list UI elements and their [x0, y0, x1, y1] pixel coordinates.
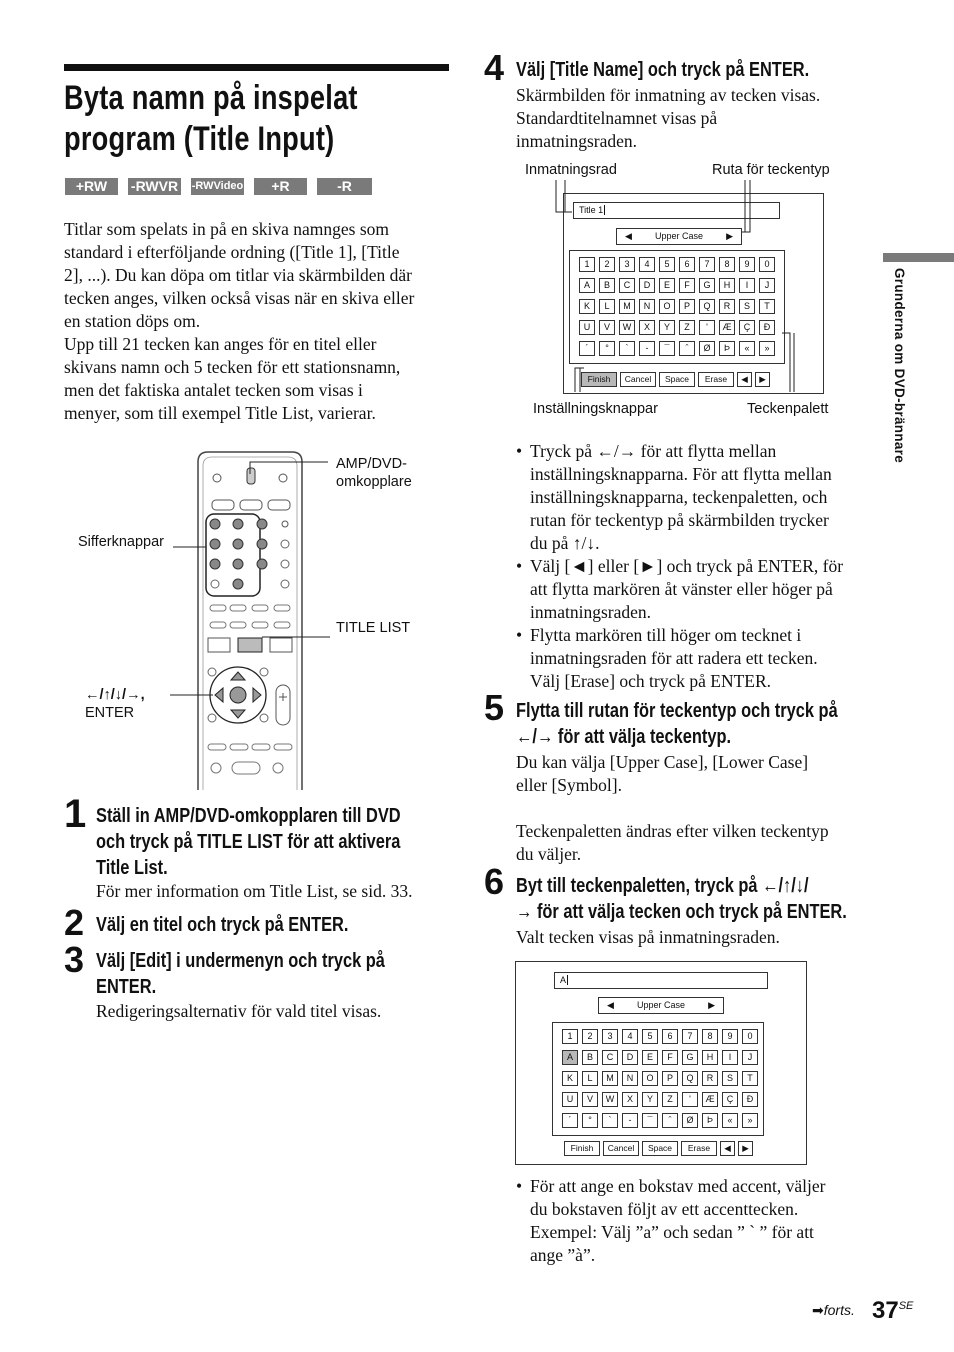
palette-key[interactable]: `	[602, 1113, 618, 1128]
setting-buttons-label: Inställningsknappar	[533, 401, 658, 417]
palette-key[interactable]: L	[582, 1071, 598, 1086]
palette-key[interactable]: S	[722, 1071, 738, 1086]
step-5-heading-line: Flytta till rutan för teckentyp och tryck på	[516, 700, 838, 722]
continued-note: ➡forts.	[812, 1302, 855, 1318]
step-5-heading-line: ←/→ för att välja teckentyp.	[516, 726, 732, 748]
right-arrow-icon: ▶	[726, 231, 733, 241]
input-row-label: Inmatningsrad	[525, 162, 617, 178]
bullet-item	[516, 624, 876, 693]
palette-key[interactable]: J	[742, 1050, 758, 1065]
palette-key[interactable]: B	[582, 1050, 598, 1065]
finish-button[interactable]: Finish	[581, 372, 617, 387]
palette-key[interactable]: A	[579, 278, 595, 293]
bullet-line: inställningsknapparna, teckenpaletten, och	[530, 487, 828, 507]
space-button[interactable]: Space	[642, 1141, 678, 1156]
palette-key[interactable]: C	[619, 278, 635, 293]
palette-key[interactable]: Đ	[759, 320, 775, 335]
palette-key[interactable]: C	[602, 1050, 618, 1065]
char-type-box-label: Ruta för teckentyp	[712, 162, 830, 178]
step-3-text: Redigeringsalternativ för vald titel visas.	[96, 1001, 382, 1021]
palette-key[interactable]: Ç	[739, 320, 755, 335]
palette-key[interactable]: D	[639, 278, 655, 293]
palette-key[interactable]: E	[659, 278, 675, 293]
step-6-text: Valt tecken visas på inmatningsraden.	[516, 927, 780, 947]
step-5-number: 5	[484, 687, 505, 728]
intro-line: Upp till 21 tecken kan anges för en titel eller	[64, 334, 377, 354]
palette-key[interactable]: 7	[682, 1029, 698, 1044]
palette-key[interactable]: X	[639, 320, 655, 335]
step-1-heading-line: Ställ in AMP/DVD-omkopplaren till DVD	[96, 805, 401, 827]
erase-button[interactable]: Erase	[681, 1141, 717, 1156]
step-2-number: 2	[64, 902, 85, 943]
bullet-line: Välj [Erase] och tryck på ENTER.	[530, 671, 772, 691]
step-3-number: 3	[64, 939, 85, 980]
step-5-text-line: Du kan välja [Upper Case], [Lower Case]	[516, 752, 809, 772]
palette-key[interactable]: ˆ	[679, 341, 695, 356]
step-6-heading-line: → för att välja tecken och tryck på ENTER.	[516, 901, 847, 923]
palette-key[interactable]: M	[602, 1071, 618, 1086]
input-screen-2	[515, 961, 807, 1165]
palette-key[interactable]: 5	[642, 1029, 658, 1044]
palette-key[interactable]: Z	[662, 1092, 678, 1107]
palette-key[interactable]: D	[622, 1050, 638, 1065]
bullet-line: • För att ange en bokstav med accent, väljer	[530, 1176, 826, 1196]
step-1-text: För mer information om Title List, se sid. 33.	[96, 881, 413, 901]
bullet-line: • Tryck på ←/→ för att flytta mellan	[530, 441, 777, 461]
palette-key[interactable]: B	[599, 278, 615, 293]
step-5-heading	[516, 698, 838, 750]
palette-key[interactable]: °	[582, 1113, 598, 1128]
badge-minus-r: -R	[317, 178, 372, 195]
palette-key[interactable]: Q	[682, 1071, 698, 1086]
badge-minus-rwvideo: -RWVideo	[191, 178, 244, 195]
palette-key[interactable]: J	[759, 278, 775, 293]
palette-key[interactable]: »	[742, 1113, 758, 1128]
palette-key[interactable]: S	[739, 299, 755, 314]
cursor-left-button[interactable]: ◀	[737, 372, 752, 387]
intro-line: Titlar som spelats in på en skiva namnges som	[64, 219, 390, 239]
palette-key[interactable]: R	[702, 1071, 718, 1086]
bullet-line: du bokstaven följt av ett accenttecken.	[530, 1199, 799, 1219]
input-text: A	[560, 975, 567, 985]
bullet-line: • Flytta markören till höger om tecknet i	[530, 625, 802, 645]
palette-key[interactable]: «	[722, 1113, 738, 1128]
char-type-value: Upper Case	[654, 231, 704, 241]
bullet-item	[516, 555, 876, 624]
palette-key[interactable]: N	[622, 1071, 638, 1086]
palette-key[interactable]: G	[682, 1050, 698, 1065]
step-4-number: 4	[484, 47, 505, 88]
char-type-selector[interactable]	[598, 997, 724, 1014]
step-1-heading-line: och tryck på TITLE LIST för att aktivera	[96, 831, 401, 853]
number-buttons-label: Sifferknappar	[78, 534, 164, 550]
step-4-text-line: inmatningsraden.	[516, 131, 638, 151]
palette-key[interactable]: ¯	[642, 1113, 658, 1128]
palette-key[interactable]: 1	[562, 1029, 578, 1044]
palette-key[interactable]: 6	[679, 257, 695, 272]
palette-key[interactable]: R	[719, 299, 735, 314]
palette-key[interactable]: V	[599, 320, 615, 335]
finish-button[interactable]: Finish	[564, 1141, 600, 1156]
palette-key[interactable]: 0	[759, 257, 775, 272]
char-type-value: Upper Case	[636, 1000, 686, 1010]
palette-key[interactable]: ˆ	[662, 1113, 678, 1128]
palette-key[interactable]: H	[719, 278, 735, 293]
palette-key[interactable]: Z	[679, 320, 695, 335]
palette-key[interactable]: O	[642, 1071, 658, 1086]
palette-key[interactable]: M	[619, 299, 635, 314]
cursor-left-button[interactable]: ◀	[720, 1141, 735, 1156]
palette-key[interactable]: T	[742, 1071, 758, 1086]
step-6-heading-line: Byt till teckenpaletten, tryck på ←/↑/↓/	[516, 875, 809, 897]
palette-key[interactable]: 3	[602, 1029, 618, 1044]
intro-line: tecken anges, vilken också visas när en skiva eller	[64, 288, 415, 308]
step-3-heading-line: Välj [Edit] i undermenyn och tryck på	[96, 950, 385, 972]
palette-key[interactable]: G	[699, 278, 715, 293]
side-tab-text: Grunderna om DVD-brännare	[892, 268, 907, 464]
step-4-bullets	[516, 440, 876, 693]
step-4-text-line: Skärmbilden för inmatning av tecken visas.	[516, 85, 821, 105]
right-arrow-icon: ▶	[708, 1000, 715, 1010]
step-6-number: 6	[484, 861, 505, 902]
palette-key[interactable]: U	[562, 1092, 578, 1107]
palette-key[interactable]: 9	[739, 257, 755, 272]
left-arrow-icon: ◀	[625, 231, 632, 241]
palette-key[interactable]: »	[759, 341, 775, 356]
palette-key[interactable]: 7	[699, 257, 715, 272]
palette-key[interactable]: Æ	[702, 1092, 718, 1107]
palette-key[interactable]: Y	[642, 1092, 658, 1107]
palette-key[interactable]: 4	[639, 257, 655, 272]
input-text: Title 1	[579, 205, 604, 215]
title-line-2: program (Title Input)	[64, 120, 335, 158]
palette-key[interactable]: 0	[742, 1029, 758, 1044]
side-tab-marker	[883, 253, 954, 262]
amp-label-line-2: omkopplare	[336, 474, 412, 490]
palette-key[interactable]: F	[679, 278, 695, 293]
bullet-item	[516, 1175, 876, 1267]
title-list-label: TITLE LIST	[336, 620, 411, 636]
palette-key[interactable]: Ø	[682, 1113, 698, 1128]
palette-key[interactable]: I	[739, 278, 755, 293]
badge-minus-rwvr: -RWVR	[128, 178, 181, 195]
palette-key[interactable]: H	[702, 1050, 718, 1065]
palette-key[interactable]: P	[662, 1071, 678, 1086]
palette-key[interactable]: Þ	[702, 1113, 718, 1128]
bullet-line: • Välj [◄] eller [►] och tryck på ENTER, för	[530, 556, 844, 576]
intro-line: en station döps om.	[64, 311, 201, 331]
step-5-text-line: eller [Symbol].	[516, 775, 622, 795]
amp-label-line-1: AMP/DVD-	[336, 456, 407, 472]
step-6-bullets	[516, 1175, 876, 1267]
palette-key[interactable]: 5	[659, 257, 675, 272]
intro-line: skivans namn och 5 tecken för ett stationsnamn,	[64, 357, 401, 377]
palette-key[interactable]: Ç	[722, 1092, 738, 1107]
palette-key[interactable]: 8	[702, 1029, 718, 1044]
palette-key[interactable]: 2	[582, 1029, 598, 1044]
step-4-text-line: Standardtitelnamnet visas på	[516, 108, 718, 128]
erase-button[interactable]: Erase	[698, 372, 734, 387]
step-5-text-line: Teckenpaletten ändras efter vilken teckentyp	[516, 821, 829, 841]
palette-key[interactable]: '	[699, 320, 715, 335]
step-5-text	[516, 751, 829, 866]
palette-key[interactable]: U	[579, 320, 595, 335]
palette-key[interactable]: 4	[622, 1029, 638, 1044]
palette-key[interactable]: «	[739, 341, 755, 356]
palette-key[interactable]: ¯	[659, 341, 675, 356]
title-line-1: Byta namn på inspelat	[64, 79, 358, 117]
palette-key[interactable]: 8	[719, 257, 735, 272]
intro-line: standard i efterföljande ordning ([Title 1], [Title	[64, 242, 400, 262]
palette-key[interactable]: 6	[662, 1029, 678, 1044]
palette-key[interactable]: E	[642, 1050, 658, 1065]
page-suffix: SE	[898, 1300, 914, 1312]
cancel-button[interactable]: Cancel	[603, 1141, 639, 1156]
step-1-heading-line: Title List.	[96, 857, 168, 879]
cursor-right-button[interactable]: ▶	[755, 372, 770, 387]
bullet-line: Exempel: Välj ”a” och sedan ” ` ” för att	[530, 1222, 814, 1242]
char-palette	[552, 1022, 764, 1136]
left-arrow-icon: ◀	[607, 1000, 614, 1010]
palette-key[interactable]: Q	[699, 299, 715, 314]
palette-key[interactable]: K	[562, 1071, 578, 1086]
step-2-heading: Välj en titel och tryck på ENTER.	[96, 914, 349, 936]
cursor-right-button[interactable]: ▶	[738, 1141, 753, 1156]
intro-line: menyer, som till exempel Title List, varierar.	[64, 403, 376, 423]
bullet-line: inmatningsraden för att radera ett tecken.	[530, 648, 818, 668]
palette-key[interactable]: 9	[722, 1029, 738, 1044]
palette-key[interactable]: Æ	[719, 320, 735, 335]
bullet-line: ange ”à”.	[530, 1245, 596, 1265]
arrows-text: ←/↑/↓/→,	[85, 687, 145, 703]
palette-key[interactable]: 2	[599, 257, 615, 272]
bullet-line: inmatningsraden.	[530, 602, 652, 622]
palette-key[interactable]: Þ	[719, 341, 735, 356]
badge-plus-rw: +RW	[65, 178, 118, 195]
space-button[interactable]: Space	[659, 372, 695, 387]
palette-key[interactable]: W	[619, 320, 635, 335]
palette-key[interactable]: T	[759, 299, 775, 314]
palette-key[interactable]: ´	[562, 1113, 578, 1128]
intro-line: men det faktiska antalet tecken som visas i	[64, 380, 363, 400]
bullet-line: rutan för teckentyp på skärmbilden trycker	[530, 510, 829, 530]
palette-key[interactable]: °	[599, 341, 615, 356]
palette-key[interactable]: `	[619, 341, 635, 356]
palette-key[interactable]: '	[682, 1092, 698, 1107]
palette-key[interactable]: Ø	[699, 341, 715, 356]
palette-key[interactable]: -	[622, 1113, 638, 1128]
step-5-text-line: du väljer.	[516, 844, 582, 864]
palette-key[interactable]: O	[659, 299, 675, 314]
palette-key[interactable]: 1	[579, 257, 595, 272]
palette-key[interactable]: K	[579, 299, 595, 314]
intro-line: 2], ...). Du kan döpa om titlar via skärmbilden där	[64, 265, 412, 285]
palette-key[interactable]: N	[639, 299, 655, 314]
palette-key[interactable]: X	[622, 1092, 638, 1107]
palette-key[interactable]: V	[582, 1092, 598, 1107]
step-6-heading	[516, 873, 847, 925]
palette-key[interactable]: ´	[579, 341, 595, 356]
bullet-item	[516, 440, 876, 555]
palette-key[interactable]: P	[679, 299, 695, 314]
title-input-row[interactable]	[554, 972, 768, 989]
palette-key[interactable]: L	[599, 299, 615, 314]
page-number-value: 37	[872, 1297, 899, 1324]
char-palette-label: Teckenpalett	[747, 401, 829, 417]
palette-key[interactable]: 3	[619, 257, 635, 272]
enter-text: ENTER	[85, 705, 135, 721]
step-4-heading: Välj [Title Name] och tryck på ENTER.	[516, 59, 810, 81]
bullet-line: inställningsknapparna. För att flytta mellan	[530, 464, 832, 484]
palette-key[interactable]: Y	[659, 320, 675, 335]
page-number	[872, 1297, 913, 1325]
palette-key[interactable]: -	[639, 341, 655, 356]
cancel-button[interactable]: Cancel	[620, 372, 656, 387]
palette-key[interactable]: A	[562, 1050, 578, 1065]
palette-key[interactable]: W	[602, 1092, 618, 1107]
bullet-line: att flytta markören åt vänster eller höger på	[530, 579, 833, 599]
palette-key[interactable]: F	[662, 1050, 678, 1065]
step-1-number: 1	[64, 792, 87, 836]
palette-key[interactable]: I	[722, 1050, 738, 1065]
badge-plus-r: +R	[254, 178, 307, 195]
palette-key[interactable]: Đ	[742, 1092, 758, 1107]
step-3-heading-line: ENTER.	[96, 976, 157, 998]
bullet-line: du på ↑/↓.	[530, 533, 600, 553]
